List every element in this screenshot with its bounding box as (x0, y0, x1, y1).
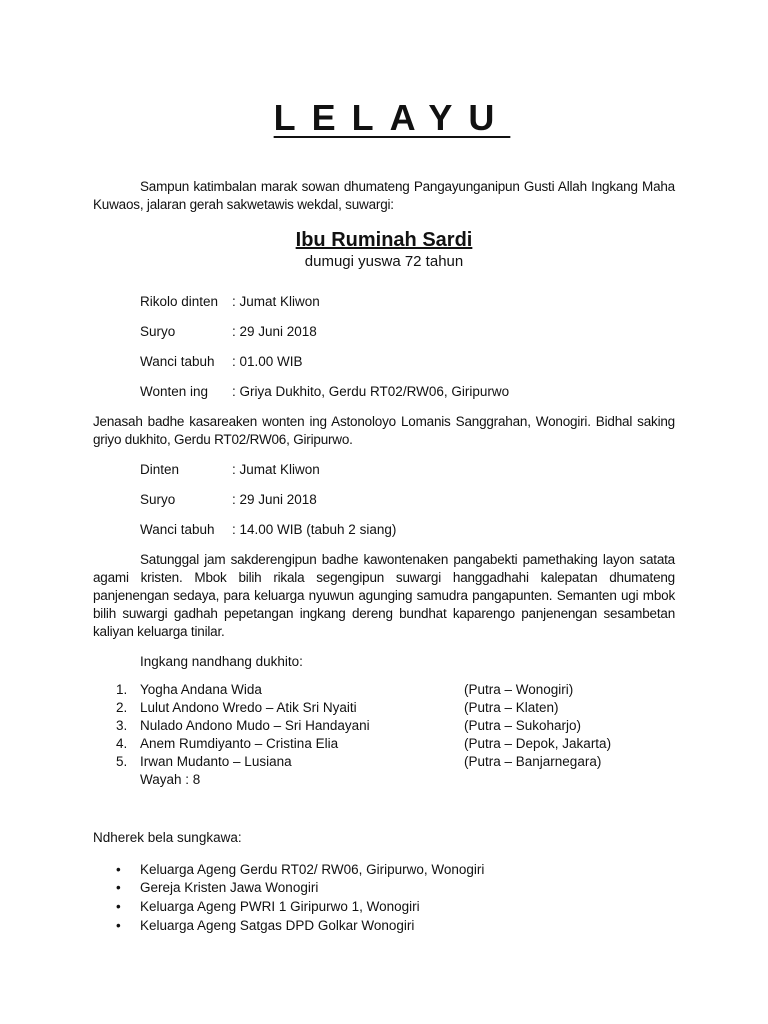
document-title: LELAYU (273, 97, 511, 138)
intro-paragraph: Sampun katimbalan marak sowan dhumateng Pangayunganipun Gusti Allah Ingkang Maha Kuwaos, jalaran gerah sakwetawis wekdal, suwargi: (93, 179, 675, 212)
condolence-item: • Keluarga Ageng Satgas DPD Golkar Wonogiri (116, 918, 415, 933)
condolence-item: • Gereja Kristen Jawa Wonogiri (116, 880, 319, 895)
service-paragraph: Satunggal jam sakderengipun badhe kawontenaken pangabekti pamethaking layon satata agami kristen. Mbok bilih rikala segengipun suwargi hanggadhahi kalepatan dhumateng panjenengan sedaya, para keluarga nyuwun agunging samudra pangapunten. Semanten ugi mbok bilih suwargi gadhah pepetangan ingkang dereng bundhat kaparengo panjenengan sesambetan kaliyan keluarga tinilar. (93, 552, 675, 639)
burial-paragraph: Jenasah badhe kasareaken wonten ing Astonoloyo Lomanis Sanggrahan, Wonogiri. Bidhal saking griyo dukhito, Gerdu RT02/RW06, Giripurwo. (93, 414, 675, 447)
mourner-item: 2. Lulut Andono Wredo – Atik Sri Nyaiti (Putra – Klaten) (116, 700, 559, 715)
condolence-item: • Keluarga Ageng PWRI 1 Giripurwo 1, Wonogiri (116, 899, 420, 914)
detail-row: Wanci tabuh : 01.00 WIB (140, 354, 303, 369)
condolence-item: • Keluarga Ageng Gerdu RT02/ RW06, Giripurwo, Wonogiri (116, 862, 485, 877)
bullet-icon: • (116, 918, 121, 933)
bullet-icon: • (116, 862, 121, 877)
burial-row: Wanci tabuh : 14.00 WIB (tabuh 2 siang) (140, 522, 397, 537)
mourner-item: 3. Nulado Andono Mudo – Sri Handayani (Putra – Sukoharjo) (116, 718, 582, 733)
mourner-item: 1. Yogha Andana Wida (Putra – Wonogiri) (116, 682, 574, 697)
grandchildren-count: Wayah : 8 (140, 772, 201, 787)
detail-row: Wonten ing : Griya Dukhito, Gerdu RT02/RW06, Giripurwo (140, 384, 510, 399)
detail-row: Rikolo dinten : Jumat Kliwon (140, 294, 320, 309)
detail-row: Suryo : 29 Juni 2018 (140, 324, 317, 339)
deceased-age: dumugi yuswa 72 tahun (304, 253, 464, 270)
bullet-icon: • (116, 899, 121, 914)
bullet-icon: • (116, 880, 121, 895)
mourner-item: 4. Anem Rumdiyanto – Cristina Elia (Putra – Depok, Jakarta) (116, 736, 612, 751)
condolence-heading: Ndherek bela sungkawa: (93, 830, 242, 845)
mourners-heading: Ingkang nandhang dukhito: (140, 654, 303, 669)
burial-row: Suryo : 29 Juni 2018 (140, 492, 317, 507)
deceased-name: Ibu Ruminah Sardi (295, 229, 473, 251)
burial-row: Dinten : Jumat Kliwon (140, 462, 320, 477)
mourner-item: 5. Irwan Mudanto – Lusiana (Putra – Banjarnegara) (116, 754, 602, 769)
